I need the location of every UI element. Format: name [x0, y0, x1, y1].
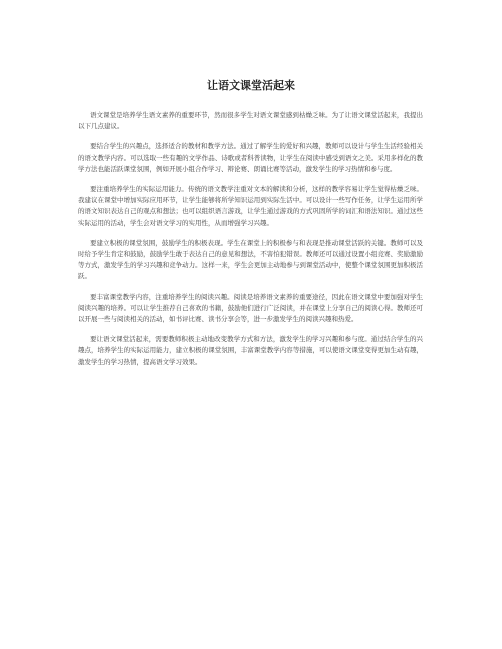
document-body: [78, 110, 423, 377]
paragraph-interest: 要结合学生的兴趣点，选择适合的教材和教学方法。通过了解学生的爱好和兴趣，教师可以设计与学生生活经验相关的语文教学内容。可以选取一些有趣的文学作品、诗歌或者科普读物，让学生在阅读中感受到语文之美。采用多样化的教学方法也能活跃课堂氛围，例如开展小组合作学习、辩论赛、朗诵比赛等活动，激发学生的学习热情和参与度。: [78, 142, 423, 173]
paragraph-conclusion: 要让语文课堂活起来，需要教师积极主动地改变教学方式和方法，激发学生的学习兴趣和参与度。通过结合学生的兴趣点，培养学生的实际运用能力，建立积极的课堂氛围，丰富课堂教学内容等措施，可以使语文课堂变得更加生动有趣，激发学生的学习热情，提高语文学习效果。: [78, 335, 423, 366]
paragraph-application: 要注重培养学生的实际运用能力。传统的语文教学注重对文本的解读和分析，这样的教学容易让学生觉得枯燥乏味。我建议在课堂中增加实际应用环节，让学生能够将所学知识运用到实际生活中。可以设计一些写作任务，让学生运用所学的语文知识表达自己的观点和想法；也可以组织语言游戏，让学生通过游戏的方式巩固所学的词汇和语法知识。通过这些实际运用的活动，学生会对语文学习的实用性，从而增强学习兴趣。: [78, 185, 423, 227]
paragraph-reading: 要丰富课堂教学内容，注重培养学生的阅读兴趣。阅读是培养语文素养的重要途径，因此在语文课堂中要加强对学生阅读兴趣的培养。可以让学生推荐自己喜欢的书籍，鼓励他们进行广泛阅读，并在课堂上分享自己的阅读心得。教师还可以开展一些与阅读相关的活动，如书评比赛、读书分享会等，进一步激发学生的阅读兴趣和热爱。: [78, 292, 423, 324]
paragraph-intro: 语文课堂是培养学生语文素养的重要环节，然而很多学生对语文课堂感到枯燥乏味。为了让语文课堂活起来，我提出以下几点建议。: [78, 111, 423, 131]
document-title: 让语文课堂活起来: [207, 79, 295, 92]
paragraph-atmosphere: 要建立积极的课堂氛围，鼓励学生的积极表现。学生在课堂上的积极参与和表现是推动课堂活跃的关键。教师可以及时给予学生肯定和鼓励，鼓励学生敢于表达自己的意见和想法，不害怕犯错误。教师还可以通过设置小组竞赛、奖励激励等方式，激发学生的学习兴趣和竞争动力。这样一来，学生会更加主动地参与到课堂活动中，使整个课堂氛围更加积极活跃。: [78, 238, 423, 281]
